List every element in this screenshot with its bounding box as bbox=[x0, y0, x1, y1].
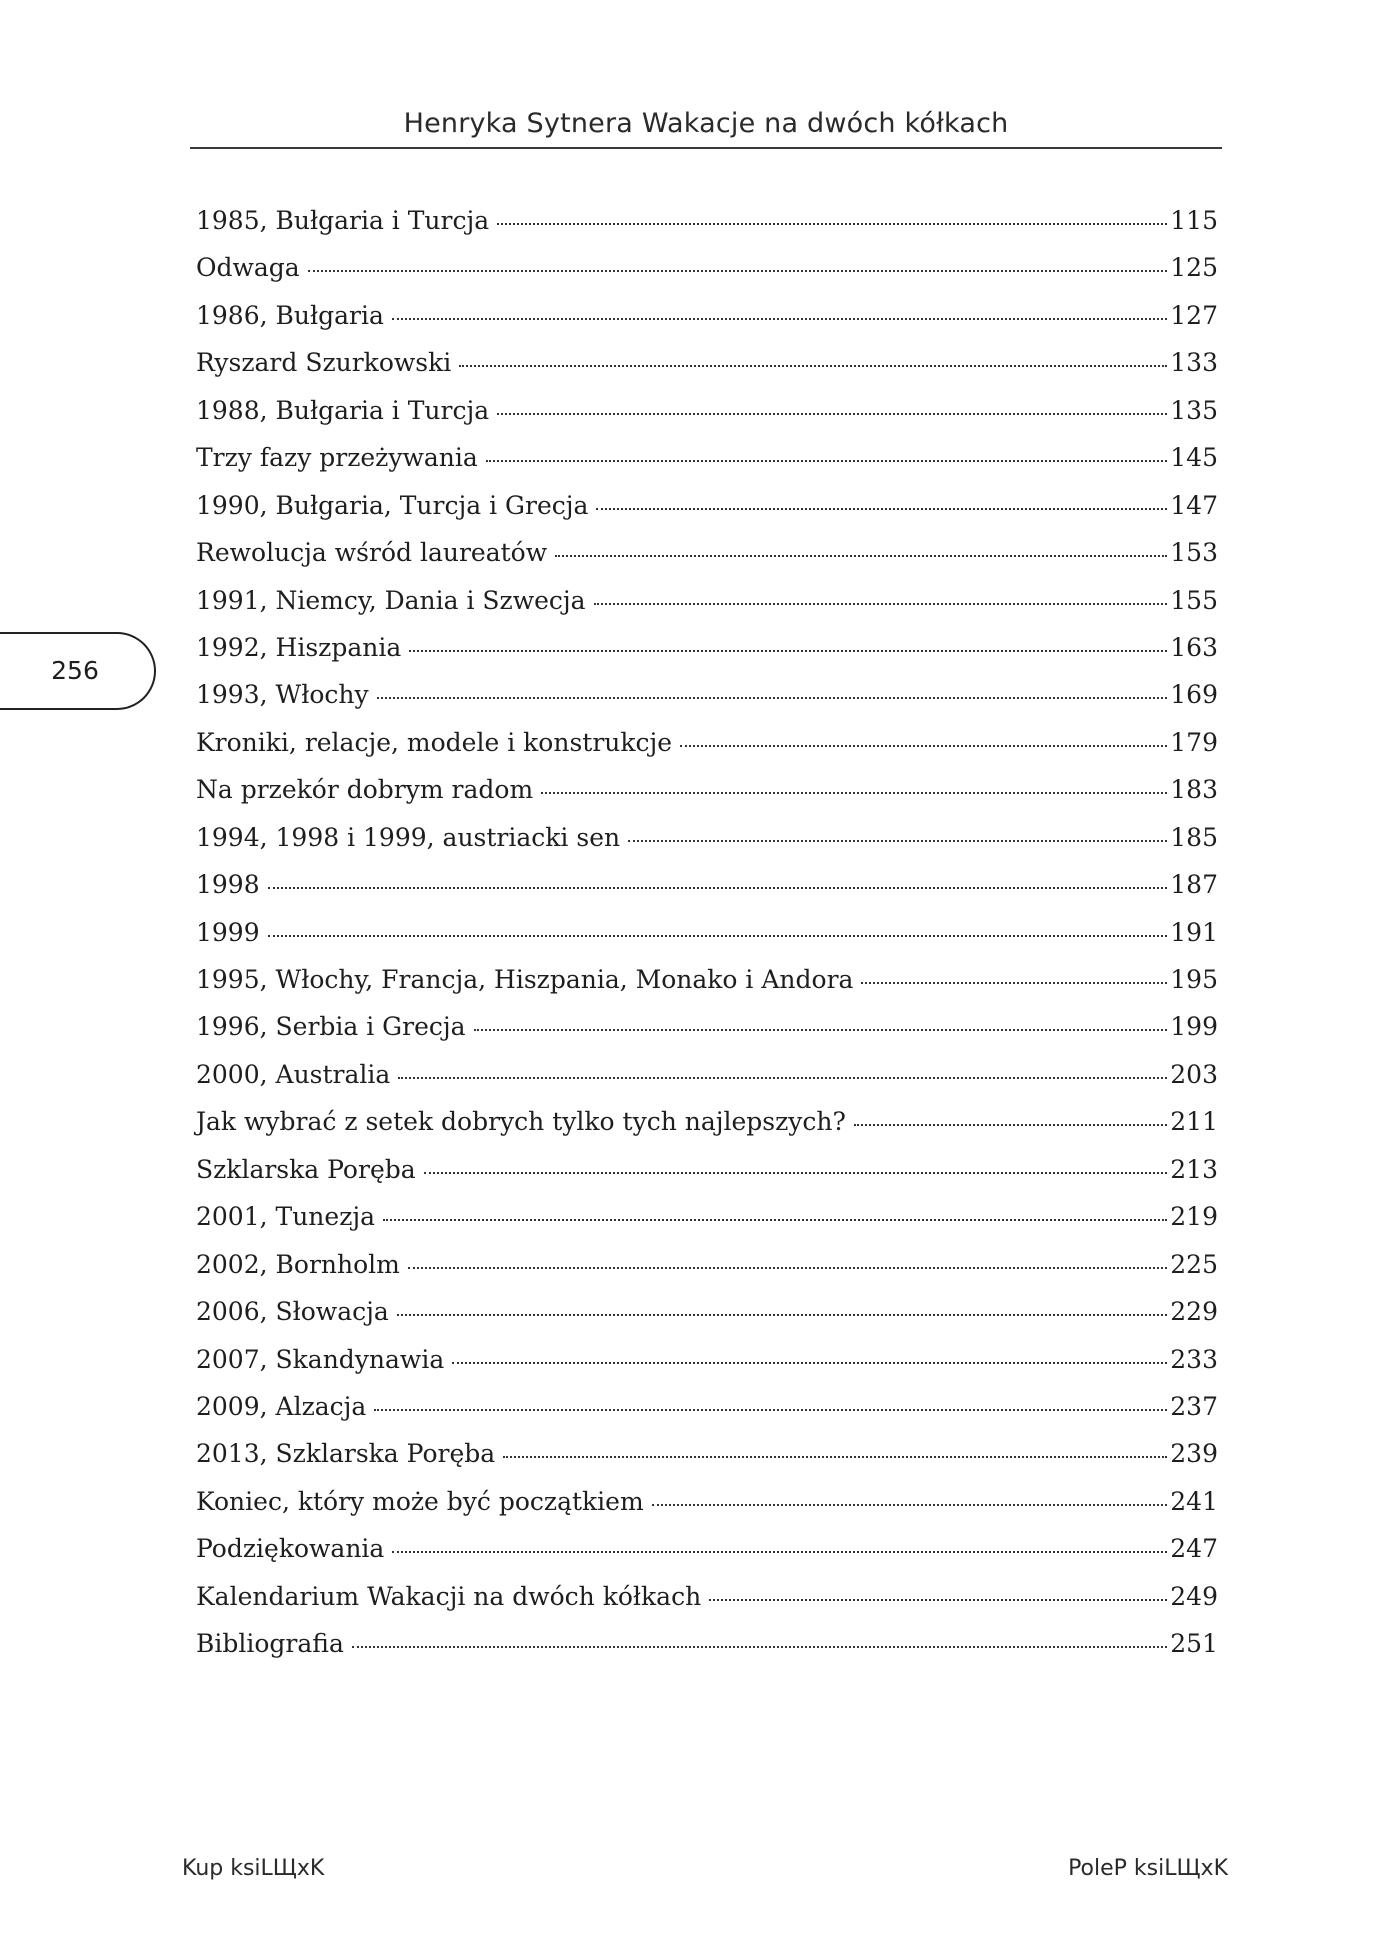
toc-entry-title: Odwaga bbox=[196, 253, 300, 283]
toc-entry[interactable] bbox=[196, 1392, 1218, 1439]
toc-entry-title: 2007, Skandynawia bbox=[196, 1344, 445, 1374]
toc-entry-page: 239 bbox=[1170, 1439, 1218, 1469]
toc-entry-page: 153 bbox=[1170, 538, 1218, 568]
toc-entry-title: 1994, 1998 i 1999, austriacki sen bbox=[196, 822, 621, 852]
toc-entry-page: 237 bbox=[1170, 1391, 1218, 1421]
toc-entry-page: 233 bbox=[1170, 1344, 1218, 1374]
toc-entry-title: Podziękowania bbox=[196, 1534, 385, 1564]
dot-leader bbox=[377, 697, 1168, 699]
toc-entry-page: 213 bbox=[1170, 1154, 1218, 1184]
dot-leader bbox=[596, 508, 1167, 510]
dot-leader bbox=[392, 1551, 1167, 1553]
dot-leader bbox=[541, 792, 1167, 794]
dot-leader bbox=[474, 1029, 1168, 1031]
dot-leader bbox=[397, 1314, 1168, 1316]
toc-entry-page: 135 bbox=[1170, 395, 1218, 425]
header-rule bbox=[190, 147, 1222, 149]
toc-entry-title: Rewolucja wśród laureatów bbox=[196, 538, 548, 568]
footer-buy-link[interactable]: Kup ksiLЩxK bbox=[182, 1856, 325, 1881]
dot-leader bbox=[503, 1456, 1167, 1458]
toc-entry-title: Jak wybrać z setek dobrych tylko tych najlepszych? bbox=[196, 1107, 846, 1137]
toc-entry[interactable] bbox=[196, 396, 1218, 443]
toc-entry-page: 191 bbox=[1170, 917, 1218, 947]
toc-entry[interactable] bbox=[196, 1345, 1218, 1392]
toc-entry-page: 225 bbox=[1170, 1249, 1218, 1279]
dot-leader bbox=[268, 935, 1168, 937]
toc-entry[interactable] bbox=[196, 1582, 1218, 1629]
toc-entry-title: 2001, Tunezja bbox=[196, 1202, 376, 1232]
dot-leader bbox=[452, 1362, 1167, 1364]
dot-leader bbox=[408, 1267, 1167, 1269]
toc-entry-page: 219 bbox=[1170, 1202, 1218, 1232]
toc-entry[interactable] bbox=[196, 538, 1218, 585]
dot-leader bbox=[497, 223, 1167, 225]
toc-entry[interactable] bbox=[196, 823, 1218, 870]
dot-leader bbox=[374, 1409, 1167, 1411]
toc-entry-page: 203 bbox=[1170, 1059, 1218, 1089]
toc-entry-page: 229 bbox=[1170, 1297, 1218, 1327]
toc-entry-title: Szklarska Poręba bbox=[196, 1154, 416, 1184]
dot-leader bbox=[709, 1599, 1167, 1601]
dot-leader bbox=[628, 840, 1167, 842]
toc-entry-title: 2006, Słowacja bbox=[196, 1297, 389, 1327]
toc-entry-title: 1986, Bułgaria bbox=[196, 300, 384, 330]
toc-entry-page: 195 bbox=[1170, 965, 1218, 994]
dot-leader bbox=[854, 1124, 1167, 1126]
toc-entry[interactable] bbox=[196, 1439, 1218, 1486]
toc-entry[interactable] bbox=[196, 586, 1218, 633]
toc-entry-page: 247 bbox=[1170, 1534, 1218, 1564]
toc-entry-title: 1992, Hiszpania bbox=[196, 632, 402, 662]
toc-entry[interactable] bbox=[196, 1250, 1218, 1297]
toc-entry-title: Bibliografia bbox=[196, 1629, 344, 1659]
toc-entry-title: 1988, Bułgaria i Turcja bbox=[196, 395, 490, 425]
toc-entry-title: 1991, Niemcy, Dania i Szwecja bbox=[196, 585, 586, 615]
toc-entry-title: Trzy fazy przeżywania bbox=[196, 443, 478, 473]
running-head-title: Henryka Sytnera Wakacje na dwóch kółkach bbox=[403, 108, 1009, 139]
toc-entry[interactable] bbox=[196, 206, 1218, 253]
dot-leader bbox=[680, 745, 1167, 747]
toc-entry-page: 199 bbox=[1170, 1012, 1218, 1042]
dot-leader bbox=[497, 413, 1167, 415]
toc-entry[interactable] bbox=[196, 728, 1218, 775]
toc-entry-page: 145 bbox=[1170, 443, 1218, 473]
toc-entry-title: 1985, Bułgaria i Turcja bbox=[196, 206, 490, 235]
toc-entry[interactable] bbox=[196, 965, 1218, 1012]
toc-entry[interactable] bbox=[196, 348, 1218, 395]
dot-leader bbox=[398, 1077, 1167, 1079]
toc-entry-title: 2000, Australia bbox=[196, 1059, 391, 1089]
toc-entry[interactable] bbox=[196, 301, 1218, 348]
footer-recommend-link[interactable]: PoleP ksiLЩxK bbox=[1068, 1856, 1228, 1881]
toc-entry-title: Ryszard Szurkowski bbox=[196, 348, 452, 378]
toc-entry-page: 187 bbox=[1170, 870, 1218, 900]
toc-entry-title: 1998 bbox=[196, 870, 260, 900]
toc-entry-title: 1999 bbox=[196, 917, 260, 947]
toc-entry-title: Kalendarium Wakacji na dwóch kółkach bbox=[196, 1581, 702, 1611]
toc-entry[interactable] bbox=[196, 1107, 1218, 1154]
toc-entry[interactable] bbox=[196, 1297, 1218, 1344]
dot-leader bbox=[383, 1219, 1167, 1221]
toc-entry[interactable] bbox=[196, 491, 1218, 538]
toc-entry-title: Koniec, który może być początkiem bbox=[196, 1486, 644, 1516]
dot-leader bbox=[308, 270, 1168, 272]
toc-entry[interactable] bbox=[196, 1534, 1218, 1581]
toc-entry-title: Na przekór dobrym radom bbox=[196, 775, 534, 805]
toc-entry-title: 2002, Bornholm bbox=[196, 1249, 400, 1279]
toc-entry-title: 2013, Szklarska Poręba bbox=[196, 1439, 496, 1469]
dot-leader bbox=[424, 1172, 1168, 1174]
toc-entry[interactable] bbox=[196, 1202, 1218, 1249]
dot-leader bbox=[555, 555, 1167, 557]
toc-entry-page: 169 bbox=[1170, 680, 1218, 710]
toc-entry-page: 115 bbox=[1170, 206, 1218, 235]
page-number-tab bbox=[0, 632, 156, 710]
toc-entry-page: 163 bbox=[1170, 632, 1218, 662]
toc-entry-page: 127 bbox=[1170, 300, 1218, 330]
toc-entry-page: 249 bbox=[1170, 1581, 1218, 1611]
dot-leader bbox=[409, 650, 1167, 652]
toc-entry-page: 147 bbox=[1170, 490, 1218, 520]
toc-entry[interactable] bbox=[196, 870, 1218, 917]
toc-entry-title: 2009, Alzacja bbox=[196, 1391, 367, 1421]
table-of-contents bbox=[196, 206, 1218, 1677]
toc-entry[interactable] bbox=[196, 775, 1218, 822]
toc-entry-title: 1990, Bułgaria, Turcja i Grecja bbox=[196, 490, 589, 520]
page-number: 256 bbox=[51, 656, 99, 685]
toc-entry-title: 1995, Włochy, Francja, Hiszpania, Monako i Andora bbox=[196, 965, 854, 994]
toc-entry[interactable] bbox=[196, 918, 1218, 965]
dot-leader bbox=[652, 1504, 1168, 1506]
toc-entry-page: 185 bbox=[1170, 822, 1218, 852]
toc-entry[interactable] bbox=[196, 443, 1218, 490]
dot-leader bbox=[594, 603, 1168, 605]
toc-entry-title: Kroniki, relacje, modele i konstrukcje bbox=[196, 727, 673, 757]
toc-entry[interactable] bbox=[196, 680, 1218, 727]
toc-entry-page: 179 bbox=[1170, 727, 1218, 757]
toc-entry[interactable] bbox=[196, 633, 1218, 680]
dot-leader bbox=[392, 318, 1167, 320]
toc-entry-title: 1996, Serbia i Grecja bbox=[196, 1012, 466, 1042]
toc-entry[interactable] bbox=[196, 1060, 1218, 1107]
toc-entry[interactable] bbox=[196, 1629, 1218, 1676]
toc-entry[interactable] bbox=[196, 1012, 1218, 1059]
toc-entry[interactable] bbox=[196, 1487, 1218, 1534]
dot-leader bbox=[268, 887, 1168, 889]
dot-leader bbox=[486, 460, 1167, 462]
toc-entry-page: 155 bbox=[1170, 585, 1218, 615]
toc-entry-page: 133 bbox=[1170, 348, 1218, 378]
toc-entry-page: 211 bbox=[1170, 1107, 1218, 1137]
toc-entry[interactable] bbox=[196, 1155, 1218, 1202]
toc-entry-page: 251 bbox=[1170, 1629, 1218, 1659]
toc-entry-page: 241 bbox=[1170, 1486, 1218, 1516]
dot-leader bbox=[459, 365, 1167, 367]
toc-entry[interactable] bbox=[196, 253, 1218, 300]
dot-leader bbox=[352, 1646, 1167, 1648]
toc-entry-title: 1993, Włochy bbox=[196, 680, 369, 710]
toc-entry-page: 183 bbox=[1170, 775, 1218, 805]
toc-entry-page: 125 bbox=[1170, 253, 1218, 283]
dot-leader bbox=[861, 982, 1167, 984]
